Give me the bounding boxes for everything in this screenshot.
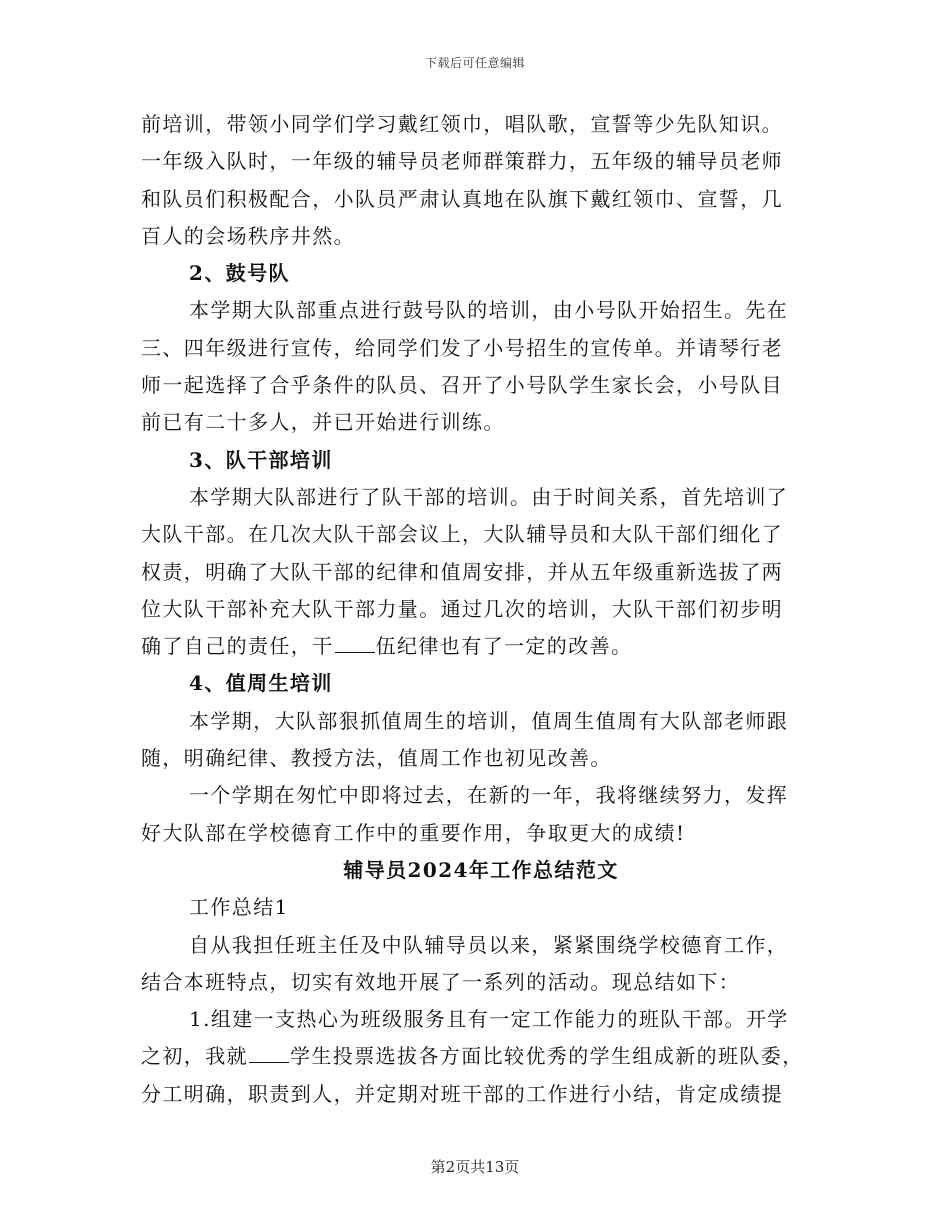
text-line: 一个学期在匆忙中即将过去，在新的一年，我将继续努力，发挥 — [189, 783, 789, 808]
section-heading-drum-corps: 2、鼓号队 — [189, 261, 290, 286]
text-line: 和队员们积极配合，小队员严肃认真地在队旗下戴红领巾、宣誓，几 — [141, 186, 783, 211]
fill-blank — [249, 1044, 289, 1063]
text-line — [141, 628, 801, 665]
text-line: 本学期，大队部狠抓值周生的培训，值周生值周有大队部老师跟 — [189, 708, 789, 733]
text-segment: 学生投票选拔各方面比较优秀的学生组成新的班队委， — [290, 1044, 804, 1069]
text-line: 1.组建一支热心为班级服务且有一定工作能力的班队干部。开学 — [189, 1007, 789, 1032]
text-line: 自从我担任班主任及中队辅导员以来，紧紧围绕学校德育工作， — [189, 932, 789, 957]
text-line: 前培训，带领小同学们学习戴红领巾，唱队歌，宣誓等少先队知识。 — [141, 112, 783, 136]
section-heading-duty-training: 4、值周生培训 — [189, 671, 333, 696]
text-line: 三、四年级进行宣传，给同学们发了小号招生的宣传单。并请琴行老 — [141, 335, 783, 360]
header-note: 下载后可任意编辑 — [424, 56, 525, 70]
text-line: 权责，明确了大队干部的纪律和值周安排，并从五年级重新选拔了两 — [141, 559, 783, 584]
text-line: 随，明确纪律、教授方法，值周工作也初见改善。 — [141, 746, 612, 771]
text-line: 一年级入队时，一年级的辅导员老师群策群力，五年级的辅导员老师 — [141, 149, 783, 174]
fill-blank — [335, 634, 375, 653]
text-segment: 伍纪律也有了一定的改善。 — [375, 634, 633, 659]
sub-heading: 工作总结1 — [189, 895, 289, 920]
text-line: 分工明确，职责到人，并定期对班干部的工作进行小结，肯定成绩提 — [141, 1081, 783, 1106]
text-line: 师一起选择了合乎条件的队员、召开了小号队学生家长会，小号队目 — [141, 373, 783, 398]
text-line: 好大队部在学校德育工作中的重要作用，争取更大的成绩! — [141, 820, 686, 845]
document-title: 辅导员2024年工作总结范文 — [343, 857, 619, 882]
text-line: 前已有二十多人，并已开始进行训练。 — [141, 410, 505, 435]
text-line — [141, 1038, 804, 1075]
text-line: 百人的会场秩序井然。 — [141, 223, 355, 248]
text-line: 位大队干部补充大队干部力量。通过几次的培训，大队干部们初步明 — [141, 596, 783, 621]
section-heading-cadre-training: 3、队干部培训 — [189, 447, 333, 472]
page-number: 第2页共13页 — [430, 1158, 520, 1176]
text-line: 本学期大队部进行了队干部的培训。由于时间关系，首先培训了 — [189, 484, 789, 509]
text-line: 大队干部。在几次大队干部会议上，大队辅导员和大队干部们细化了 — [141, 522, 783, 547]
document-body — [141, 106, 804, 1113]
text-line: 本学期大队部重点进行鼓号队的培训，由小号队开始招生。先在 — [189, 298, 789, 323]
text-segment: 确了自己的责任，干 — [141, 634, 334, 659]
text-segment: 之初，我就 — [141, 1044, 248, 1069]
text-line: 结合本班特点，切实有效地开展了一系列的活动。现总结如下： — [141, 969, 741, 994]
